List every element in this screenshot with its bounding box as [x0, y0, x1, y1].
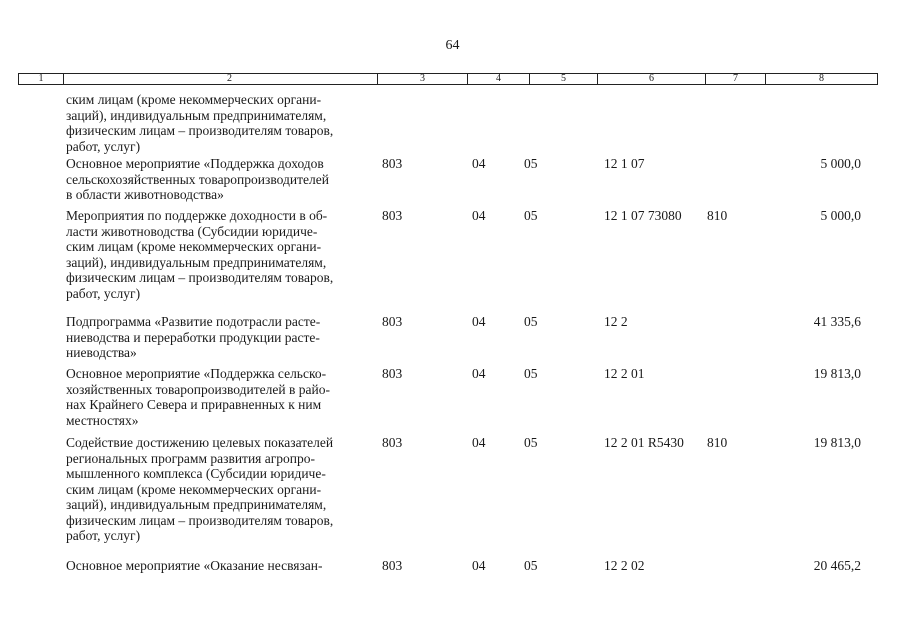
- row-name: Основное мероприятие «Поддержка доходов сельскохозяйственных товаропроизводителей в области животноводства»: [66, 156, 329, 202]
- row-admin-code: 803: [382, 558, 403, 573]
- row-expense-type: 810: [707, 435, 728, 450]
- header-col-6: 6: [597, 74, 705, 84]
- row-subsection-code: 05: [524, 208, 538, 223]
- row-name: ским лицам (кроме некоммерческих органи- заций), индивидуальным предпринимателям, физическим лицам – производителям товаров, работ, услуг): [66, 92, 334, 154]
- row-amount: 19 813,0: [813, 435, 861, 450]
- row-amount: 5 000,0: [820, 156, 861, 171]
- row-admin-code: 803: [382, 435, 403, 450]
- row-target-code: 12 1 07: [604, 156, 645, 171]
- row-target-code: 12 2 01: [604, 366, 645, 381]
- row-amount: 19 813,0: [813, 366, 861, 381]
- row-target-code: 12 2 01 R5430: [604, 435, 684, 450]
- header-col-5: 5: [529, 74, 597, 84]
- row-name: Мероприятия по поддержке доходности в об- ласти животноводства (Субсидии юридиче- ским лицам (кроме некоммерческих органи- заций), индивидуальным предпринимателям, физическим лицам – производителям товаров, работ, услуг): [66, 208, 334, 301]
- header-col-8: 8: [765, 74, 877, 84]
- header-col-4: 4: [467, 74, 529, 84]
- row-subsection-code: 05: [524, 314, 538, 329]
- row-admin-code: 803: [382, 314, 403, 329]
- row-subsection-code: 05: [524, 558, 538, 573]
- row-subsection-code: 05: [524, 435, 538, 450]
- header-col-3: 3: [377, 74, 467, 84]
- row-subsection-code: 05: [524, 366, 538, 381]
- row-section-code: 04: [472, 435, 486, 450]
- row-target-code: 12 2: [604, 314, 628, 329]
- row-section-code: 04: [472, 208, 486, 223]
- row-section-code: 04: [472, 366, 486, 381]
- row-name: Основное мероприятие «Поддержка сельско- хозяйственных товаропроизводителей в райо- нах Крайнего Севера и приравненных к ним местностях»: [66, 366, 330, 428]
- header-col-7: 7: [705, 74, 765, 84]
- row-subsection-code: 05: [524, 156, 538, 171]
- row-admin-code: 803: [382, 208, 403, 223]
- row-expense-type: 810: [707, 208, 728, 223]
- row-admin-code: 803: [382, 366, 403, 381]
- row-section-code: 04: [472, 314, 486, 329]
- row-amount: 41 335,6: [813, 314, 861, 329]
- row-name: Основное мероприятие «Оказание несвязан-: [66, 558, 323, 573]
- row-admin-code: 803: [382, 156, 403, 171]
- header-col-2: 2: [63, 74, 395, 84]
- row-name: Подпрограмма «Развитие подотрасли расте- ниеводства и переработки продукции расте- ниеводства»: [66, 314, 321, 360]
- row-name: Содействие достижению целевых показателей региональных программ развития агропро- мышленного комплекса (Субсидии юридиче- ским лицам (кроме некоммерческих органи- заций), индивидуальным предпринимателям, физическим лицам – производителям товаров, работ, услуг): [66, 435, 334, 543]
- row-section-code: 04: [472, 558, 486, 573]
- row-amount: 5 000,0: [820, 208, 861, 223]
- row-section-code: 04: [472, 156, 486, 171]
- table-header: [18, 73, 878, 85]
- page-number: 64: [445, 38, 460, 53]
- row-target-code: 12 1 07 73080: [604, 208, 682, 223]
- row-amount: 20 465,2: [813, 558, 861, 573]
- header-col-1: 1: [38, 73, 44, 84]
- row-target-code: 12 2 02: [604, 558, 645, 573]
